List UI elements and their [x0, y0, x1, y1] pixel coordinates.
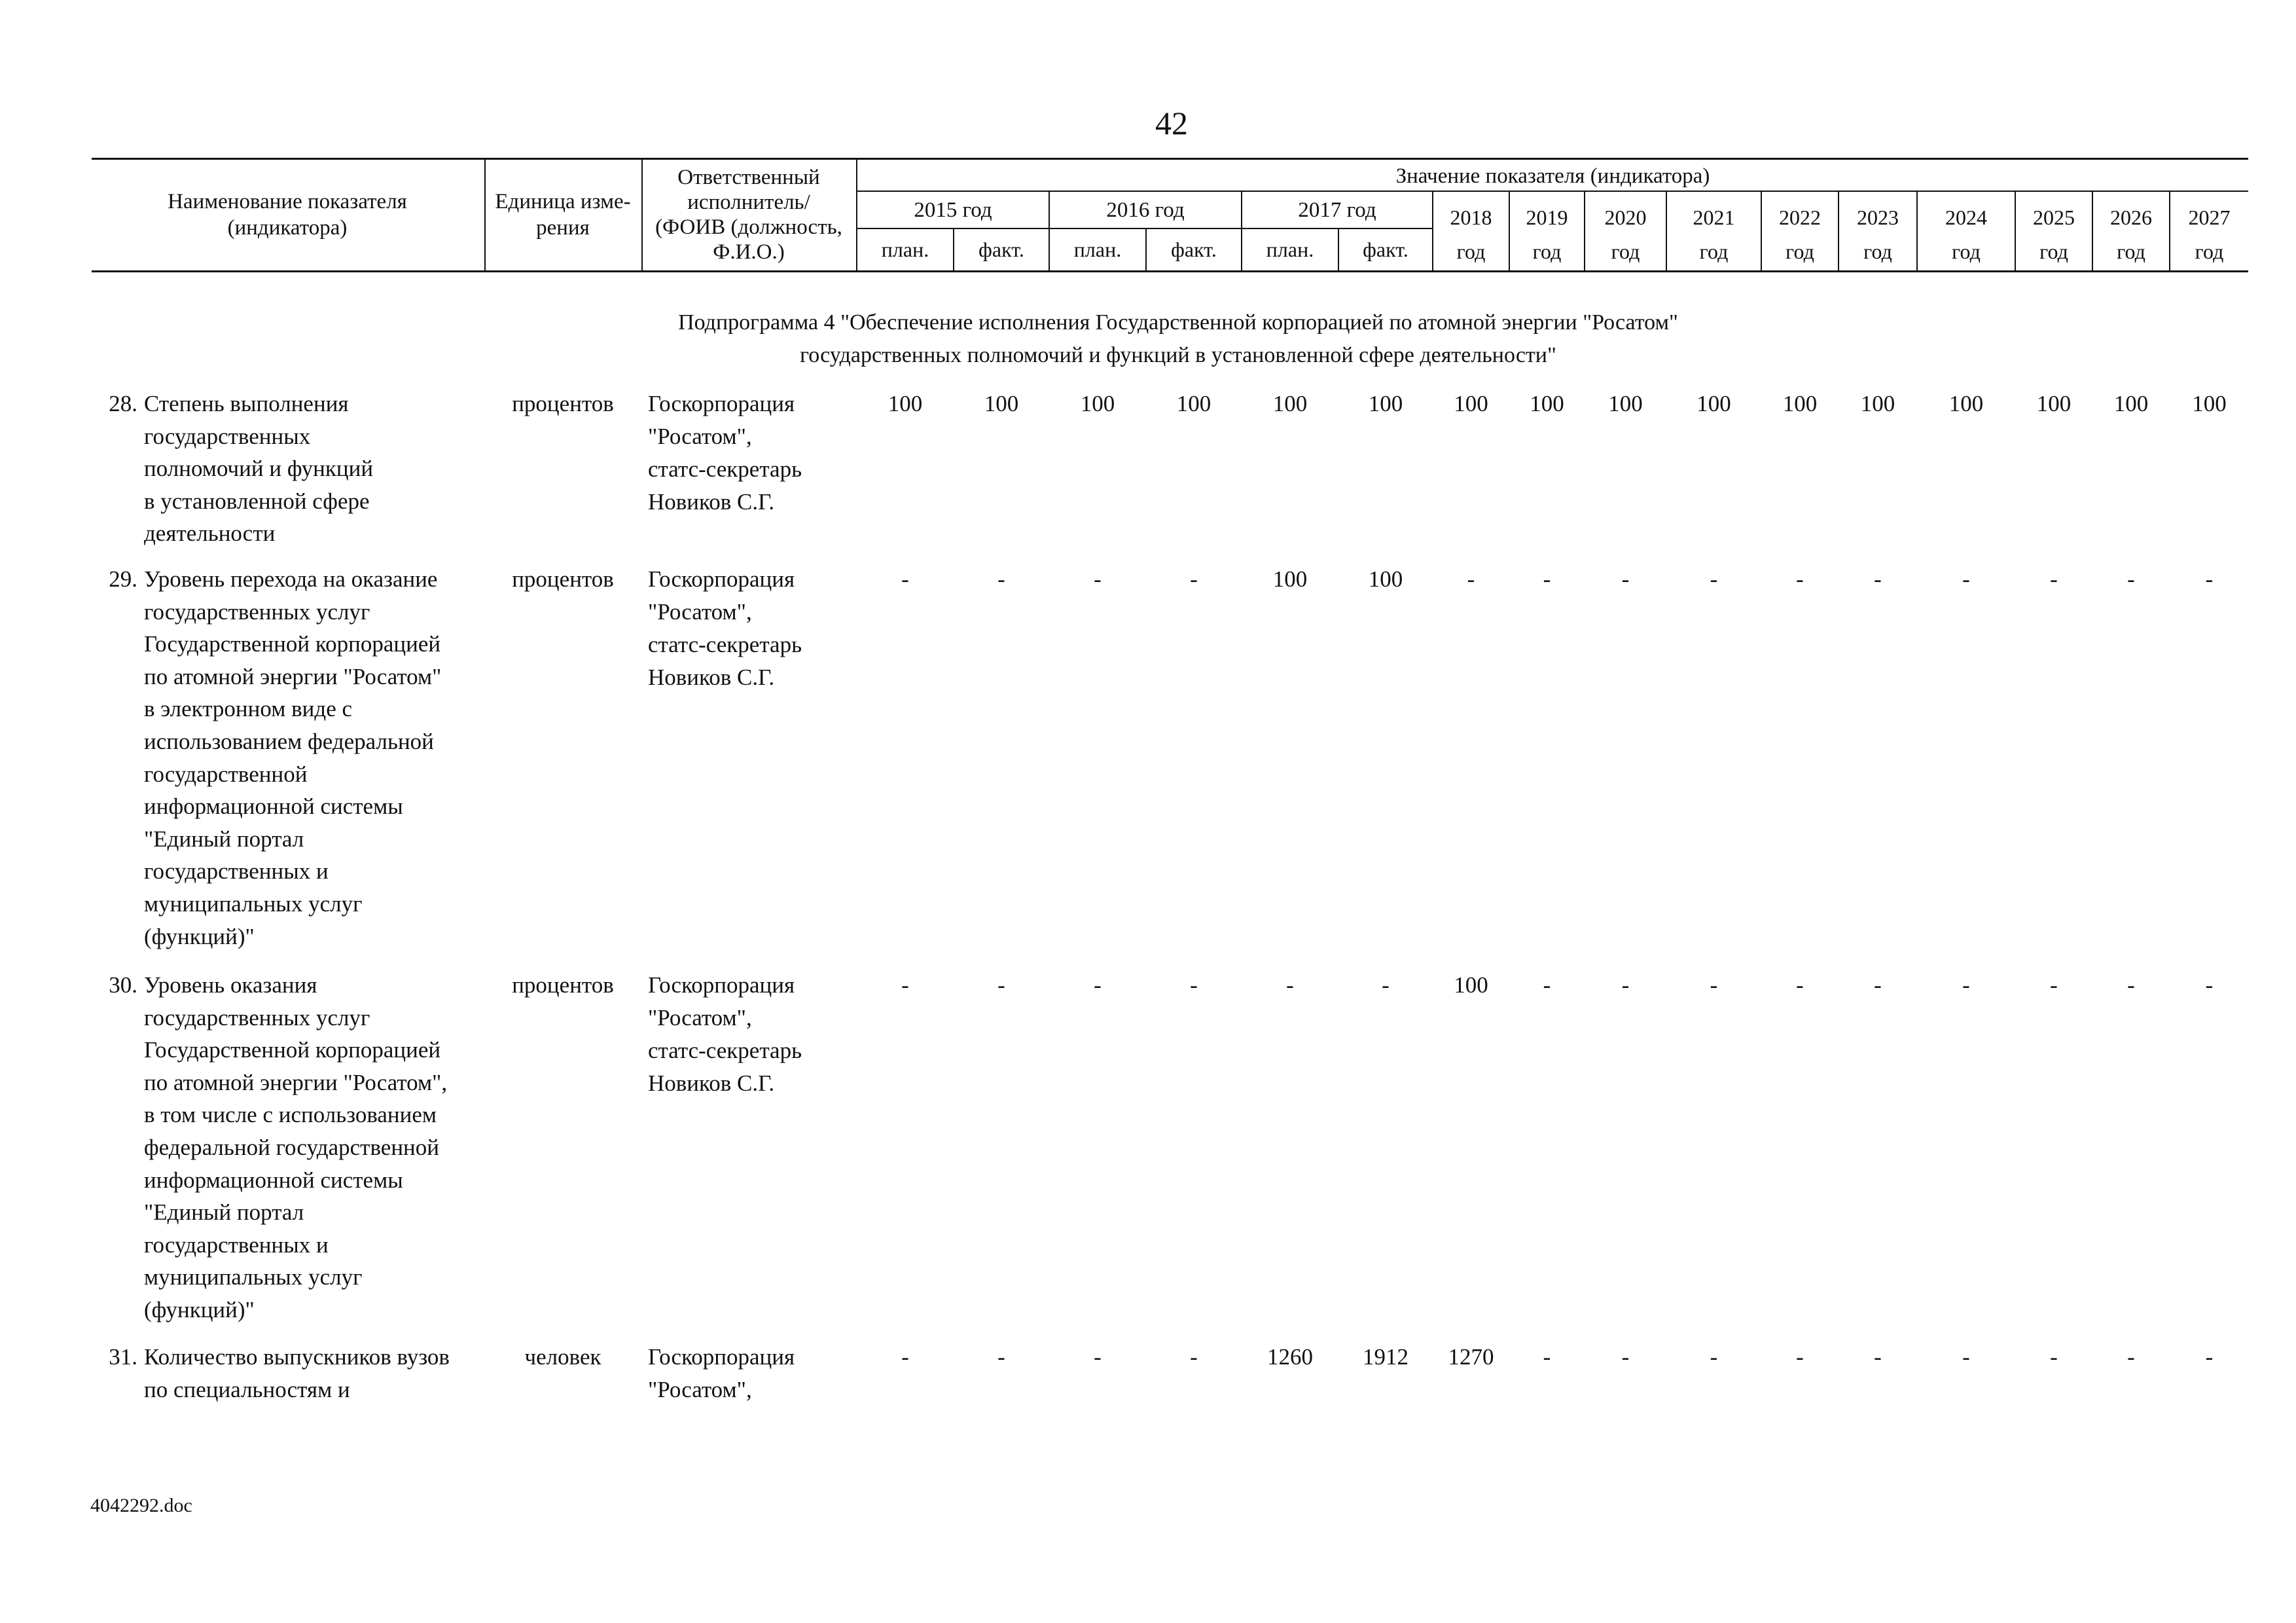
- indicator-value: -: [2205, 566, 2214, 592]
- indicator-value: -: [1962, 972, 1970, 998]
- indicator-value: -: [1874, 1344, 1882, 1370]
- indicator-value: 100: [1454, 391, 1488, 416]
- indicator-value: -: [1382, 972, 1390, 998]
- indicator-value: -: [1710, 1344, 1718, 1370]
- indicator-value: 100: [1272, 391, 1308, 416]
- indicator-value: -: [901, 566, 909, 592]
- indicator-value: 100: [1368, 566, 1403, 592]
- header-year-word: год: [1952, 240, 1981, 263]
- indicator-value: -: [1962, 1344, 1970, 1370]
- indicator-value: -: [1190, 566, 1198, 592]
- indicator-value: 100: [2113, 391, 2149, 416]
- indicator-value: 1270: [1448, 1344, 1494, 1370]
- indicator-value: 100: [2192, 391, 2227, 416]
- indicator-value: 100: [1608, 391, 1643, 416]
- header-year-2020: 2020: [1604, 206, 1647, 229]
- unit-value: человек: [524, 1344, 601, 1370]
- indicator-value: -: [1621, 566, 1630, 592]
- row-number: 31.: [109, 1344, 137, 1370]
- indicator-value: -: [2050, 1344, 2058, 1370]
- indicator-value: 100: [984, 391, 1019, 416]
- header-plan: план.: [1073, 238, 1122, 261]
- header-year-word: год: [1699, 240, 1729, 263]
- subprogram-caption-line1: Подпрограмма 4 "Обеспечение исполнения Государственной корпорацией по атомной энергии "Росатом": [678, 310, 1678, 335]
- document-footer: 4042292.doc: [90, 1495, 192, 1516]
- indicator-value: -: [1796, 972, 1804, 998]
- header-fact: факт.: [1171, 238, 1217, 261]
- header-values-title: Значение показателя (индикатора): [1395, 164, 1710, 188]
- indicator-value: 100: [2036, 391, 2072, 416]
- header-year-2017: 2017 год: [1298, 198, 1376, 222]
- header-year-word: год: [2117, 240, 2145, 263]
- indicator-value: -: [1710, 972, 1718, 998]
- indicator-value: 100: [888, 391, 923, 416]
- indicator-value: 100: [1454, 972, 1488, 998]
- header-unit: Единица изме- рения: [495, 190, 631, 240]
- indicator-name: Степень выполнения государственных полномочий и функций в установленной сфере деятельности: [144, 391, 374, 547]
- indicator-value: 100: [1948, 391, 1984, 416]
- indicator-value: -: [2127, 566, 2135, 592]
- indicator-value: 100: [1860, 391, 1895, 416]
- header-responsible: Ответственный исполнитель/ (ФОИВ (должность, Ф.И.О.): [655, 166, 842, 264]
- indicator-value: -: [2050, 566, 2058, 592]
- header-year-word: год: [2195, 240, 2224, 263]
- indicator-value: -: [901, 972, 909, 998]
- row-number: 30.: [109, 972, 137, 998]
- indicator-name: Уровень перехода на оказание государственных услуг Государственной корпорацией по атомной энергии "Росатом" в электронном виде с использованием федеральной государственной информационной системы "Единый портал государственных и муниципальных услуг (функций)": [144, 566, 442, 949]
- indicator-value: -: [1621, 972, 1630, 998]
- header-year-word: год: [1785, 240, 1814, 263]
- header-year-word: год: [2039, 240, 2068, 263]
- page-number: 42: [1155, 105, 1188, 141]
- header-year-2024: 2024: [1945, 206, 1987, 229]
- indicator-value: 100: [1080, 391, 1115, 416]
- indicator-value: -: [901, 1344, 909, 1370]
- header-year-2027: 2027: [2188, 206, 2231, 229]
- indicator-value: 1912: [1363, 1344, 1408, 1370]
- indicator-value: 1260: [1267, 1344, 1313, 1370]
- indicator-value: -: [1190, 1344, 1198, 1370]
- indicator-value: -: [1543, 972, 1551, 998]
- indicator-value: -: [1962, 566, 1970, 592]
- row-number: 29.: [109, 566, 137, 592]
- indicator-name: Количество выпускников вузов по специальностям и: [144, 1344, 450, 1402]
- indicator-value: -: [997, 1344, 1005, 1370]
- header-year-2018: 2018: [1450, 206, 1492, 229]
- indicator-value: 100: [1530, 391, 1564, 416]
- indicator-value: -: [1094, 972, 1102, 998]
- indicator-value: -: [1796, 566, 1804, 592]
- indicator-value: -: [1543, 1344, 1551, 1370]
- indicator-value: -: [1286, 972, 1294, 998]
- indicator-value: -: [1094, 1344, 1102, 1370]
- indicator-value: -: [1094, 566, 1102, 592]
- indicator-value: -: [997, 566, 1005, 592]
- indicator-value: -: [1874, 972, 1882, 998]
- indicator-value: -: [2205, 972, 2214, 998]
- unit-value: процентов: [512, 391, 614, 416]
- indicator-value: -: [1190, 972, 1198, 998]
- indicator-value: 100: [1176, 391, 1211, 416]
- indicator-name: Уровень оказания государственных услуг Государственной корпорацией по атомной энергии "Росатом", в том числе с использованием федеральной государственной информационной системы "Единый портал государственных и муниципальных услуг (функций)": [144, 972, 448, 1322]
- header-year-2026: 2026: [2110, 206, 2152, 229]
- indicator-value: -: [1467, 566, 1475, 592]
- header-year-2021: 2021: [1693, 206, 1735, 229]
- indicator-value: -: [2127, 1344, 2135, 1370]
- header-year-2025: 2025: [2033, 206, 2075, 229]
- responsible-executor: Госкорпорация "Росатом", статс-секретарь Новиков С.Г.: [648, 972, 802, 1096]
- indicator-value: -: [1621, 1344, 1630, 1370]
- header-year-word: год: [1532, 240, 1562, 263]
- indicator-value: 100: [1696, 391, 1731, 416]
- responsible-executor: Госкорпорация "Росатом", статс-секретарь Новиков С.Г.: [648, 566, 802, 690]
- header-year-2019: 2019: [1526, 206, 1568, 229]
- indicator-value: 100: [1368, 391, 1403, 416]
- header-bottom-rule: [92, 270, 2248, 272]
- header-top-rule: [92, 158, 2248, 160]
- header-year-word: год: [1863, 240, 1892, 263]
- header-plan: план.: [1266, 238, 1314, 261]
- indicator-value: -: [2127, 972, 2135, 998]
- indicator-value: 100: [1272, 566, 1308, 592]
- header-year-word: год: [1611, 240, 1640, 263]
- header-indicator-name: Наименование показателя (индикатора): [168, 190, 407, 240]
- indicator-value: -: [1543, 566, 1551, 592]
- unit-value: процентов: [512, 972, 614, 998]
- indicator-value: 100: [1782, 391, 1818, 416]
- header-year-2016: 2016 год: [1106, 198, 1185, 222]
- header-plan: план.: [881, 238, 929, 261]
- header-fact: факт.: [978, 238, 1024, 261]
- header-year-2023: 2023: [1857, 206, 1899, 229]
- header-year-2022: 2022: [1779, 206, 1821, 229]
- subprogram-caption-line2: государственных полномочий и функций в установленной сфере деятельности": [800, 343, 1556, 367]
- indicator-value: -: [1710, 566, 1718, 592]
- responsible-executor: Госкорпорация "Росатом", статс-секретарь Новиков С.Г.: [648, 391, 802, 515]
- header-year-2015: 2015 год: [914, 198, 992, 222]
- indicator-value: -: [2050, 972, 2058, 998]
- indicator-value: -: [1796, 1344, 1804, 1370]
- row-number: 28.: [109, 391, 137, 416]
- responsible-executor: Госкорпорация "Росатом",: [648, 1344, 795, 1402]
- indicator-value: -: [2205, 1344, 2214, 1370]
- indicator-value: -: [997, 972, 1005, 998]
- header-fact: факт.: [1363, 238, 1408, 261]
- header-year-word: год: [1456, 240, 1486, 263]
- indicator-value: -: [1874, 566, 1882, 592]
- unit-value: процентов: [512, 566, 614, 592]
